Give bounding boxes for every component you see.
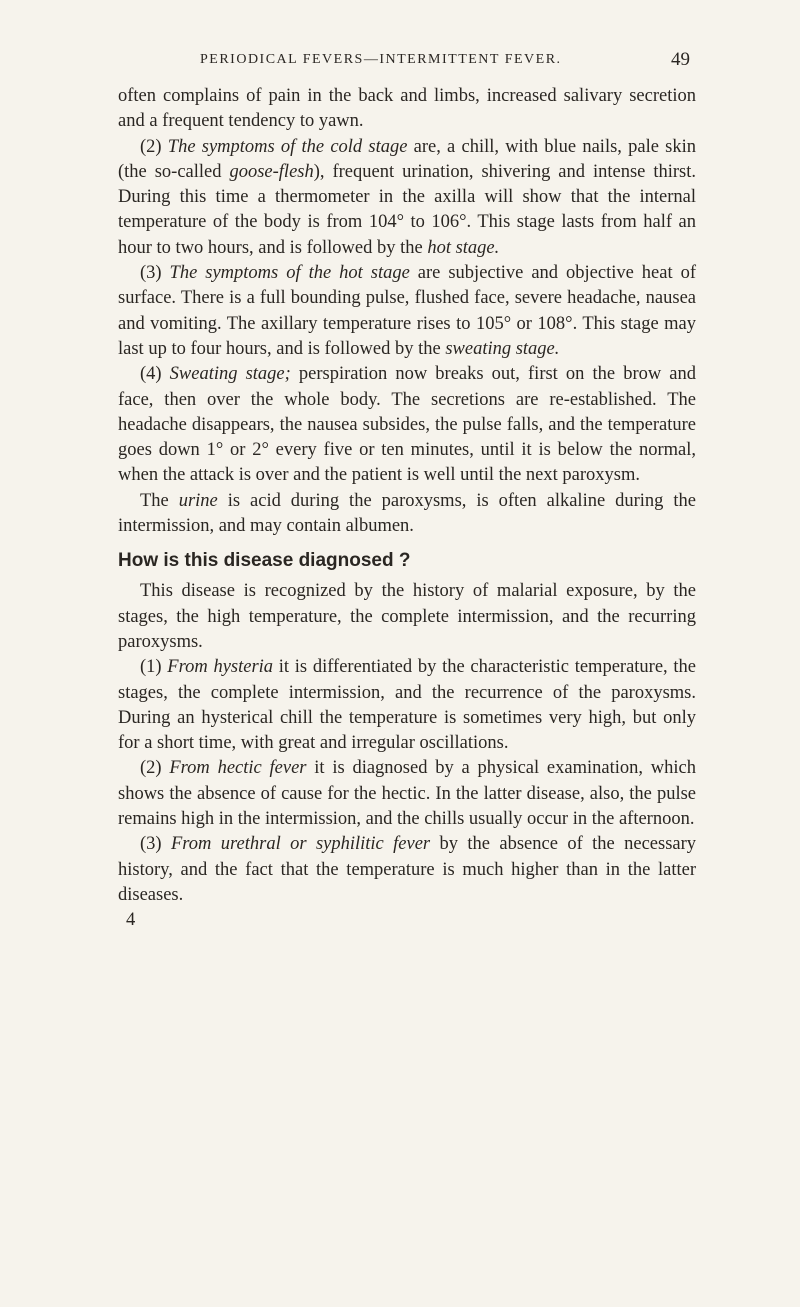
item-number: (4) xyxy=(140,364,170,385)
paragraph-sweating-stage xyxy=(118,362,696,488)
paragraph-text: often complains of pain in the back and limbs, increased salivary secretion and a frequent tendency to yawn. xyxy=(118,86,696,132)
paragraph-text: it is diagnosed by a physical examination, which shows the absence of cause for the hectic. In the latter disease, also, the pulse remains high in the intermission, and the chills usually occur in the afternoon. xyxy=(118,758,696,830)
paragraph-urine xyxy=(118,489,696,540)
running-head: PERIODICAL FEVERS—INTERMITTENT FEVER. xyxy=(200,52,562,67)
paragraph-text: This disease is recognized by the history of malarial exposure, by the stages, the high temperature, the complete intermission, and the recurring paroxysms. xyxy=(118,581,696,652)
paragraph-hot-stage xyxy=(118,261,696,362)
page-number: 49 xyxy=(671,49,690,70)
paragraph-cold-stage xyxy=(118,135,696,261)
paragraph-text: are subjective and objective heat of surface. There is a full bounding pulse, flushed face, severe headache, nausea and vomiting. The axillary temperature rises to 105° or 108°. This stage may last up to four hours, and is followed by the xyxy=(118,263,696,359)
italic-term: Sweating stage; xyxy=(169,364,291,385)
italic-term: urine xyxy=(178,490,218,511)
item-number: (1) xyxy=(140,657,168,678)
page-body xyxy=(118,84,696,934)
paragraph-diagnosis-intro xyxy=(118,579,696,655)
italic-term: sweating stage. xyxy=(445,338,560,359)
item-number: (2) xyxy=(140,136,168,157)
paragraph-text: it is differentiated by the characteristic temperature, the stages, the complete intermission, and the recurrence of the paroxysms. During an hysterical chill the temperature is sometimes very high, but only for a short time, with great and irregular oscillations. xyxy=(118,657,696,754)
section-heading: How is this disease diagnosed ? xyxy=(118,550,411,572)
italic-term: From hectic fever xyxy=(169,758,307,779)
italic-term: From hysteria xyxy=(167,657,274,678)
paragraph-text: perspiration now breaks out, first on the brow and face, then over the whole body. The secretions are re-established. The headache disappears, the nausea subsides, the pulse falls, and the temperature goes down 1° or 2° every five or ten minutes, until it is below the normal, when the attack is over and the patient is well until the next paroxysm. xyxy=(118,364,697,486)
paragraph-text: The xyxy=(140,490,179,511)
paragraph-text: is acid during the paroxysms, is often alkaline during the intermission, and may contain albumen. xyxy=(118,490,696,537)
item-number: (3) xyxy=(140,263,170,284)
signature-mark: 4 xyxy=(126,910,136,931)
paragraph-text: by the absence of the necessary history, and the fact that the temperature is much higher than in the latter diseases. xyxy=(118,834,697,905)
italic-term: hot stage. xyxy=(427,237,500,258)
paragraph-text: ), frequent urination, shivering and intense thirst. During this time a thermometer in the axilla will show that the internal temperature of the body is from 104° to 106°. This stage lasts from half an hour to two hours, and is followed by the xyxy=(118,161,696,258)
item-number: (2) xyxy=(140,758,170,779)
paragraph-diagnosis-urethral xyxy=(118,832,696,908)
italic-term: The symptoms of the cold stage xyxy=(167,136,408,157)
italic-term: goose-flesh xyxy=(229,161,314,182)
paragraph-diagnosis-hysteria xyxy=(118,655,696,756)
italic-term: From urethral or syphilitic fever xyxy=(170,834,431,855)
italic-term: The symptoms of the hot stage xyxy=(169,263,410,284)
page-header xyxy=(130,49,690,76)
paragraph-continuation xyxy=(118,84,696,135)
paragraph-text: are, a chill, with blue nails, pale skin (the so-called xyxy=(118,136,696,182)
item-number: (3) xyxy=(140,834,171,855)
paragraph-diagnosis-hectic xyxy=(118,756,696,832)
